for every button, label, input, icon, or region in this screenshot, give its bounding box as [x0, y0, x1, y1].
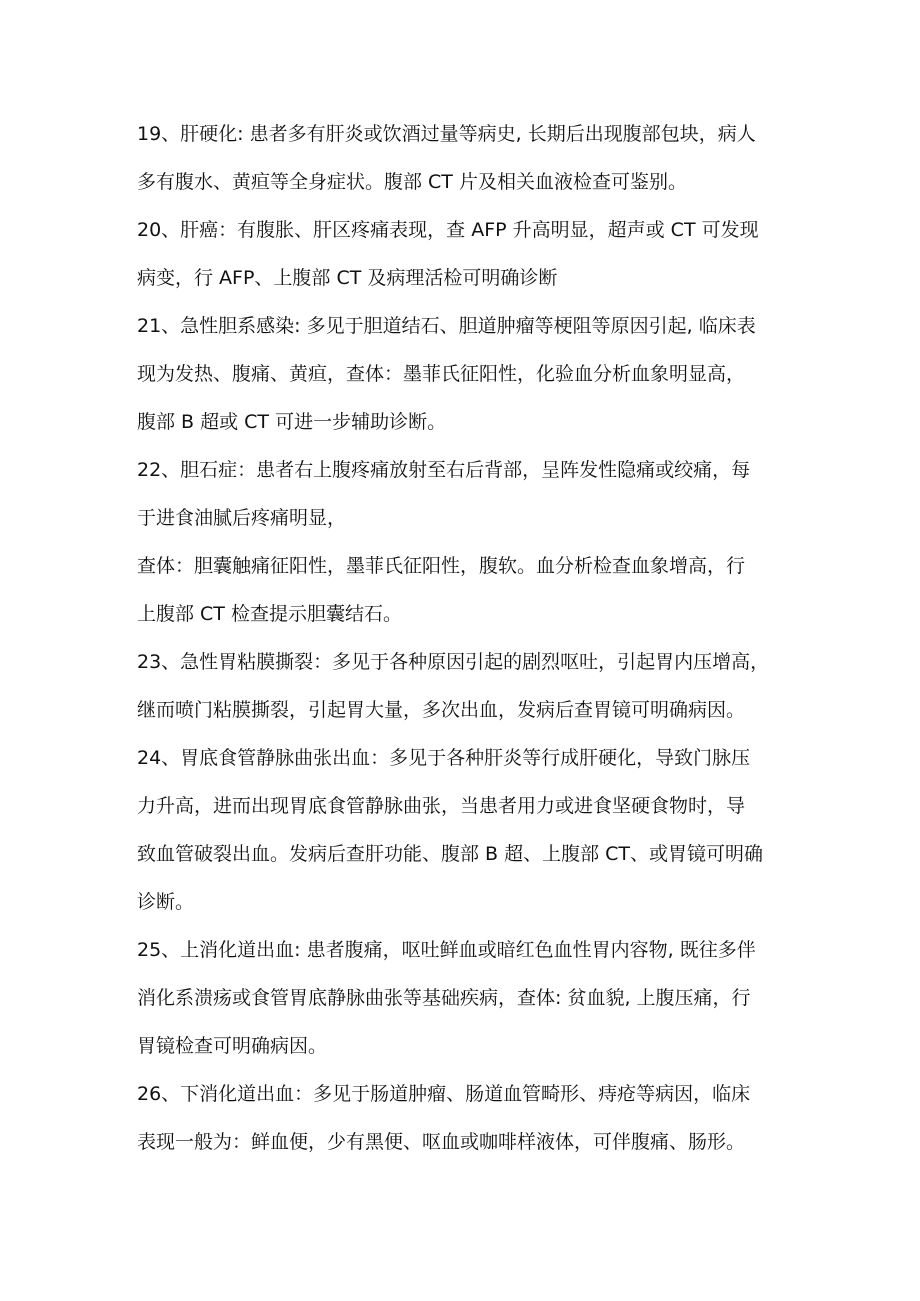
- text-line: 现为发热、腹痛、黄疸，查体：墨菲氏征阳性，化验血分析血象明显高，: [137, 363, 746, 385]
- paragraph-19-cirrhosis: [137, 110, 805, 206]
- text-line: 查体：胆囊触痛征阳性，墨菲氏征阳性，腹软。血分析检查血象增高，行: [137, 555, 746, 577]
- text-line: 19、肝硬化: 患者多有肝炎或饮酒过量等病史, 长期后出现腹部包块，病人: [137, 123, 756, 145]
- paragraph-22-gallstones: [137, 446, 805, 542]
- text-line: 诊断。: [137, 891, 195, 913]
- paragraph-22-examination: [137, 542, 805, 638]
- text-line: 23、急性胃粘膜撕裂：多见于各种原因引起的剧烈呕吐，引起胃内压增高，: [137, 651, 770, 673]
- paragraph-23-mucosal-tear: [137, 638, 805, 734]
- document-body: [137, 110, 805, 1166]
- text-line: 21、急性胆系感染: 多见于胆道结石、胆道肿瘤等梗阻等原因引起, 临床表: [137, 315, 756, 337]
- paragraph-20-liver-cancer: [137, 206, 805, 302]
- text-line: 腹部 B 超或 CT 可进一步辅助诊断。: [137, 411, 447, 433]
- text-line: 消化系溃疡或食管胃底静脉曲张等基础疾病，查体: 贫血貌, 上腹压痛，行: [137, 987, 751, 1009]
- text-line: 病变，行 AFP、上腹部 CT 及病理活检可明确诊断: [137, 267, 558, 289]
- text-line: 上腹部 CT 检查提示胆囊结石。: [137, 603, 402, 625]
- paragraph-24-varices-bleeding: [137, 734, 805, 926]
- text-line: 25、上消化道出血: 患者腹痛，呕吐鲜血或暗红色血性胃内容物, 既往多伴: [137, 939, 756, 961]
- text-line: 22、胆石症：患者右上腹疼痛放射至右后背部，呈阵发性隐痛或绞痛，每: [137, 459, 751, 481]
- text-line: 力升高，进而出现胃底食管静脉曲张，当患者用力或进食坚硬食物时，导: [137, 795, 746, 817]
- text-line: 26、下消化道出血：多见于肠道肿瘤、肠道血管畸形、痔疮等病因，临床: [137, 1083, 751, 1105]
- paragraph-21-biliary-infection: [137, 302, 805, 446]
- text-line: 20、肝癌：有腹胀、肝区疼痛表现，查 AFP 升高明显，超声或 CT 可发现: [137, 219, 759, 241]
- text-line: 于进食油腻后疼痛明显，: [137, 507, 347, 529]
- text-line: 多有腹水、黄疸等全身症状。腹部 CT 片及相关血液检查可鉴别。: [137, 171, 687, 193]
- text-line: 表现一般为：鲜血便，少有黑便、呕血或咖啡样液体，可伴腹痛、肠形。: [137, 1131, 746, 1153]
- text-line: 胃镜检查可明确病因。: [137, 1035, 328, 1057]
- text-line: 继而喷门粘膜撕裂，引起胃大量，多次出血，发病后查胃镜可明确病因。: [137, 699, 746, 721]
- paragraph-25-upper-gi-bleeding: [137, 926, 805, 1070]
- text-line: 24、胃底食管静脉曲张出血：多见于各种肝炎等行成肝硬化，导致门脉压: [137, 747, 751, 769]
- paragraph-26-lower-gi-bleeding: [137, 1070, 805, 1166]
- text-line: 致血管破裂出血。发病后查肝功能、腹部 B 超、上腹部 CT、或胃镜可明确: [137, 843, 764, 865]
